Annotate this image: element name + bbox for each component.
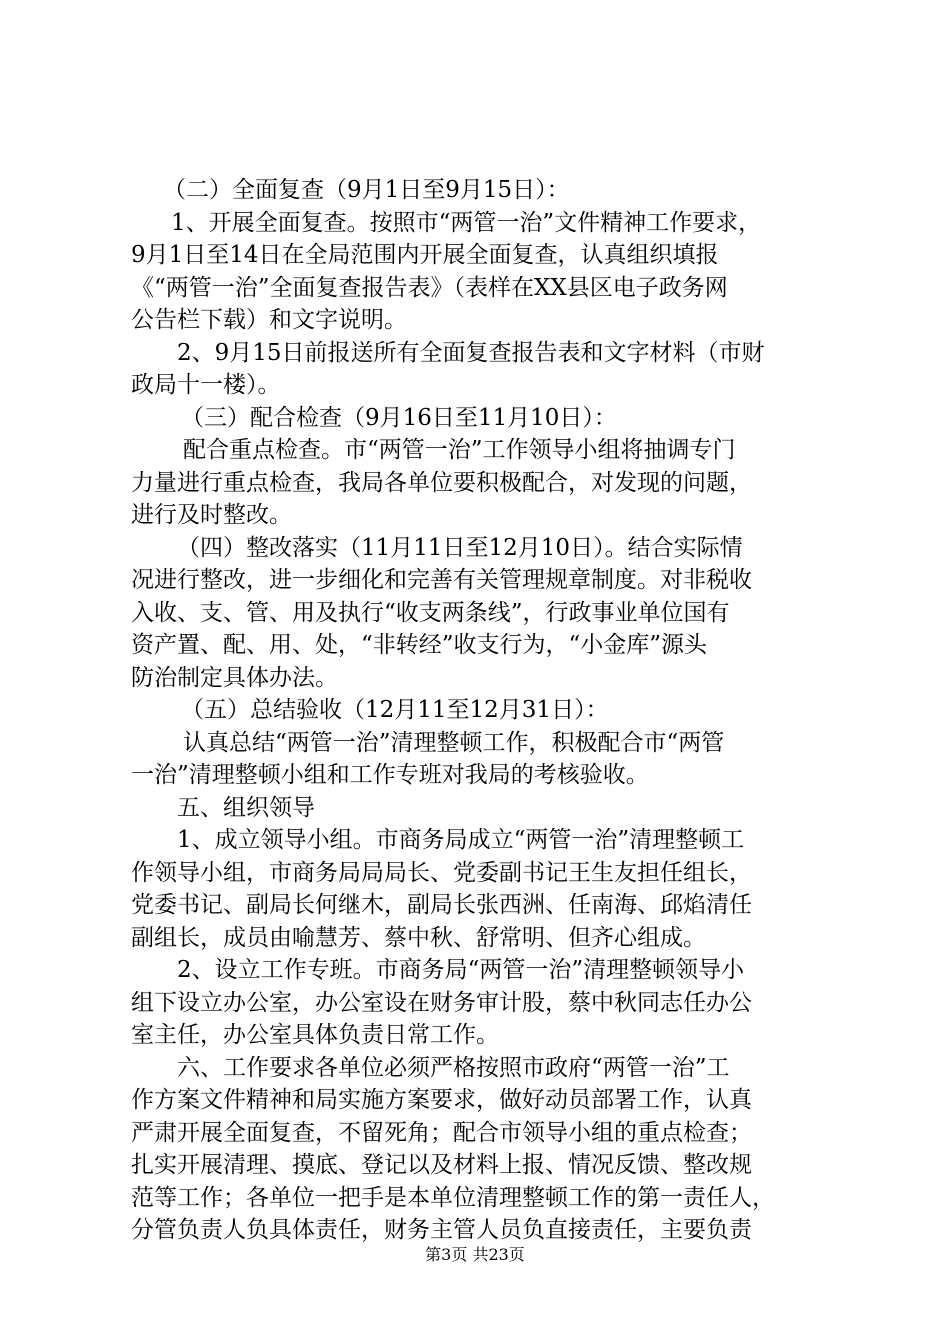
text-line: （五）总结验收（12月11至12月31日）： <box>181 697 609 723</box>
text-line: 入收、支、管、用及执行“收支两条线”，行政事业单位国有 <box>131 599 730 626</box>
text-line: 五、组织领导 <box>177 794 315 821</box>
text-line: 认真总结“两管一治”清理整顿工作，积极配合市“两管 <box>183 729 725 756</box>
text-line: 扎实开展清理、摸底、登记以及材料上报、情况反馈、整改规 <box>131 1152 752 1178</box>
text-line: （三）配合检查（9月16日至11月10日）： <box>181 404 617 431</box>
text-line: 况进行整改，进一步细化和完善有关管理规章制度。对非税收 <box>131 567 752 593</box>
text-line: 组下设立办公室，办公室设在财务审计股，蔡中秋同志任办公 <box>131 989 752 1016</box>
text-line: 2、9月15日前报送所有全面复查报告表和文字材料（市财 <box>177 339 765 366</box>
document-body <box>131 174 831 1247</box>
text-line: 9月1日至14日在全局范围内开展全面复查，认真组织填报 <box>131 242 719 268</box>
text-line: 进行及时整改。 <box>131 502 292 528</box>
text-line: 党委书记、副局长何继木，副局长张西洲、任南海、邱焰清任 <box>131 892 752 918</box>
text-line: 政局十一楼）。 <box>131 372 281 398</box>
text-line: 防治制定具体办法。 <box>131 664 338 691</box>
text-line: 范等工作；各单位一把手是本单位清理整顿工作的第一责任人， <box>131 1184 775 1211</box>
text-line: （四）整改落实（11月11日至12月10日）。结合实际情 <box>177 534 743 561</box>
text-line: 副组长，成员由喻慧芳、蔡中秋、舒常明、但齐心组成。 <box>131 924 706 951</box>
text-line: 配合重点检查。市“两管一治”工作领导小组将抽调专门 <box>183 437 736 463</box>
text-line: 一治”清理整顿小组和工作专班对我局的考核验收。 <box>131 762 649 788</box>
text-line: 严肃开展全面复查，不留死角；配合市领导小组的重点检查； <box>131 1119 752 1146</box>
text-line: 室主任，办公室具体负责日常工作。 <box>131 1022 499 1048</box>
text-line: 《“两管一治”全面复查报告表》（表样在XX县区电子政务网 <box>131 274 728 301</box>
text-line: 力量进行重点检查，我局各单位要积极配合，对发现的问题， <box>131 469 752 496</box>
text-line: （二）全面复查（9月1日至9月15日）： <box>163 177 570 203</box>
text-line: 1、成立领导小组。市商务局成立“两管一治”清理整顿工 <box>177 827 745 853</box>
text-line: 分管负责人负具体责任，财务主管人员负直接责任，主要负责 <box>131 1217 752 1243</box>
text-line: 1、开展全面复查。按照市“两管一治”文件精神工作要求， <box>171 209 762 236</box>
text-line: 资产置、配、用、处，“非转经”收支行为，“小金库”源头 <box>131 632 708 658</box>
text-line: 公告栏下载）和文字说明。 <box>131 307 407 333</box>
text-line: 作领导小组，市商务局局局长、党委副书记王生友担任组长， <box>131 859 752 886</box>
text-line: 六、工作要求各单位必须严格按照市政府“两管一治”工 <box>177 1054 730 1081</box>
page-footer: 第3页 共23页 <box>425 1245 525 1264</box>
text-line: 作方案文件精神和局实施方案要求，做好动员部署工作，认真 <box>131 1087 752 1113</box>
text-line: 2、设立工作专班。市商务局“两管一治”清理整顿领导小 <box>177 957 745 983</box>
